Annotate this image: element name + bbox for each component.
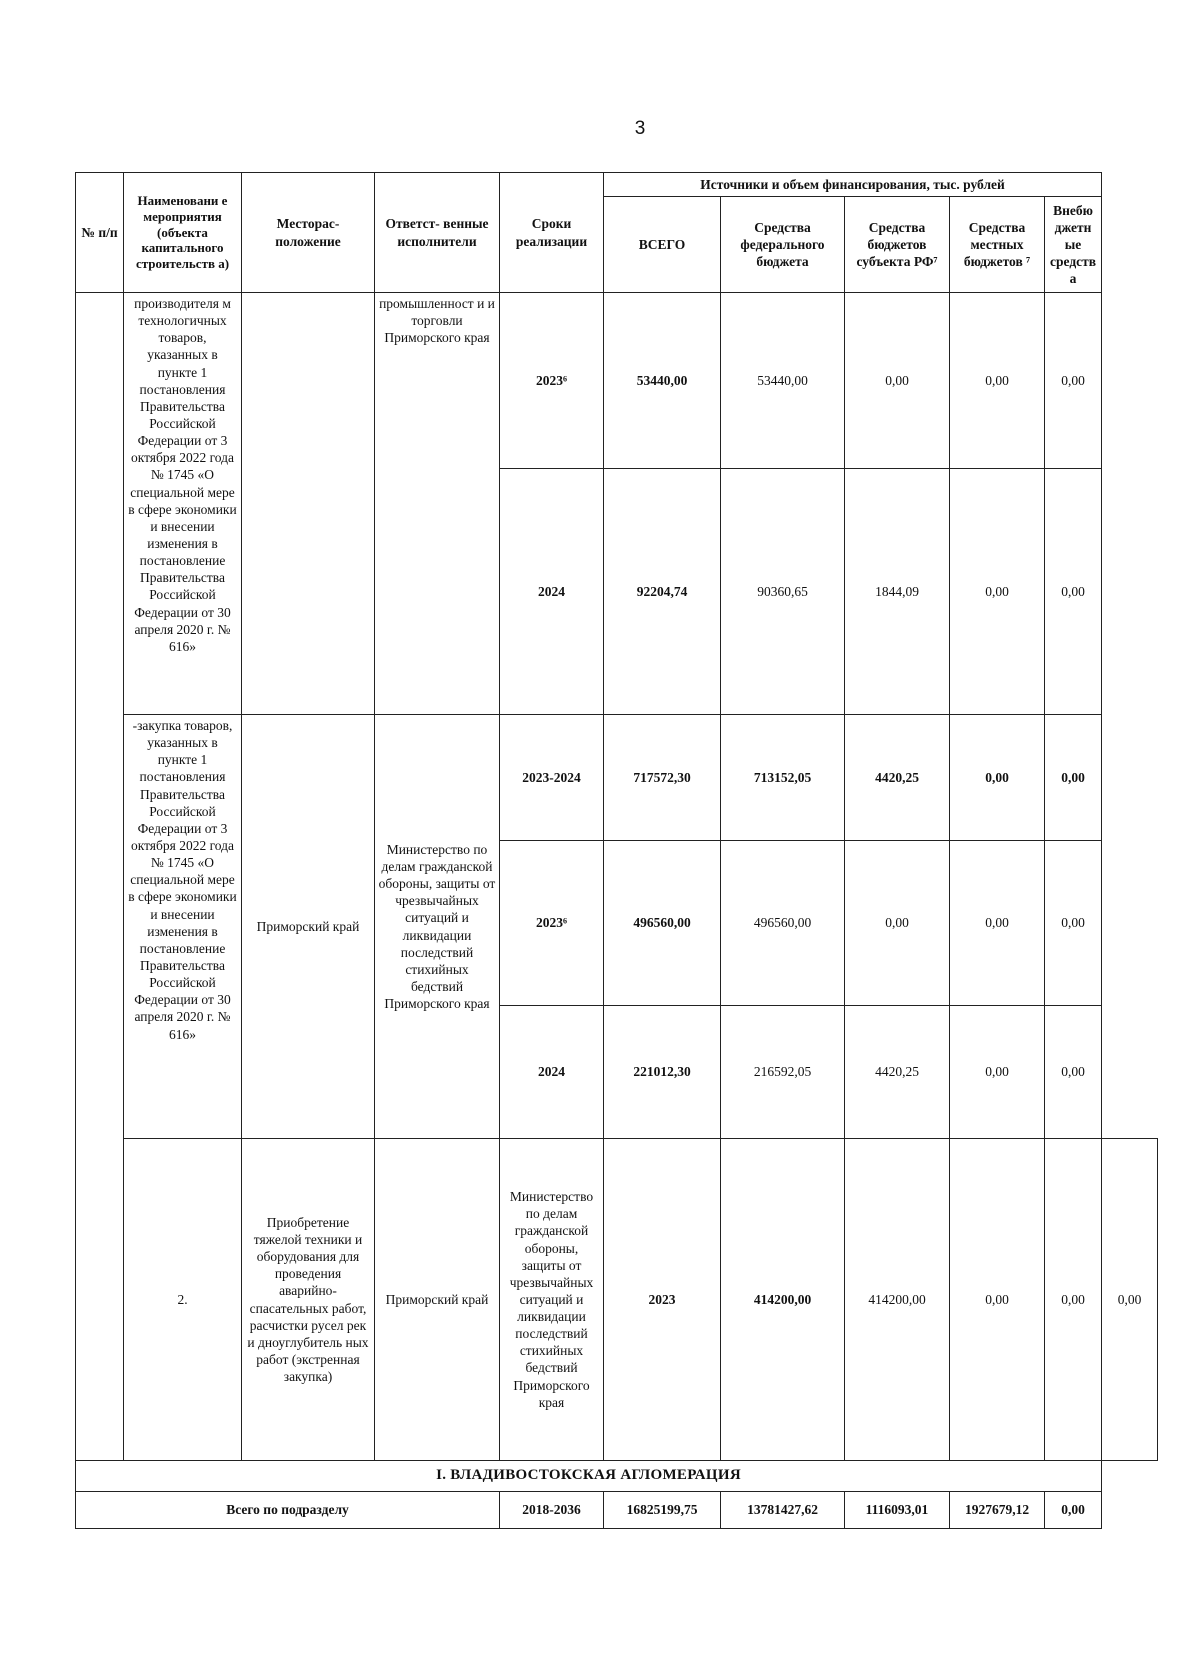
location-cell: Приморский край <box>375 1139 500 1461</box>
subject-cell: 0,00 <box>845 293 950 469</box>
header-responsible: Ответст- венные исполнители <box>375 173 500 293</box>
total-cell: 496560,00 <box>604 841 721 1006</box>
subtotal-row <box>76 1492 1158 1529</box>
total-cell: 414200,00 <box>721 1139 845 1461</box>
local-cell: 0,00 <box>950 469 1045 715</box>
federal-cell: 90360,65 <box>721 469 845 715</box>
subject-cell: 1844,09 <box>845 469 950 715</box>
local-cell: 0,00 <box>950 715 1045 841</box>
subtotal-total: 16825199,75 <box>604 1492 721 1529</box>
header-subject: Средства бюджетов субъекта РФ⁷ <box>845 197 950 293</box>
federal-cell: 414200,00 <box>845 1139 950 1461</box>
subject-cell: 0,00 <box>845 841 950 1006</box>
federal-cell: 496560,00 <box>721 841 845 1006</box>
header-num: № п/п <box>76 173 124 293</box>
page-number: 3 <box>634 118 646 139</box>
term-cell: 2023-2024 <box>500 715 604 841</box>
num-cell-empty <box>76 293 124 1461</box>
local-cell: 0,00 <box>950 1006 1045 1139</box>
subtotal-offbudget: 0,00 <box>1045 1492 1102 1529</box>
total-cell: 53440,00 <box>604 293 721 469</box>
table-row <box>76 715 1158 841</box>
responsible-cell: Министерство по делам гражданской обороны, защиты от чрезвычайных ситуаций и ликвидации последствий стихийных бедствий Приморского края <box>375 715 500 1139</box>
subtotal-federal: 13781427,62 <box>721 1492 845 1529</box>
subtotal-local: 1927679,12 <box>950 1492 1045 1529</box>
total-cell: 221012,30 <box>604 1006 721 1139</box>
header-sources-group: Источники и объем финансирования, тыс. рублей <box>604 173 1102 197</box>
offbudget-cell: 0,00 <box>1045 841 1102 1006</box>
offbudget-cell: 0,00 <box>1045 293 1102 469</box>
table-row <box>76 1139 1158 1461</box>
header-location: Месторас- положение <box>242 173 375 293</box>
subtotal-subject: 1116093,01 <box>845 1492 950 1529</box>
header-total: ВСЕГО <box>604 197 721 293</box>
offbudget-cell: 0,00 <box>1045 1006 1102 1139</box>
subject-cell: 4420,25 <box>845 715 950 841</box>
offbudget-cell: 0,00 <box>1102 1139 1158 1461</box>
total-cell: 717572,30 <box>604 715 721 841</box>
num-cell: 2. <box>124 1139 242 1461</box>
name-cell: -закупка товаров, указанных в пункте 1 постановления Правительства Российской Федерации от 3 октября 2022 года № 1745 «О специальной мере в сфере экономики и внесении изменения в постановление Правительства Российской Федерации от 30 апреля 2020 г. № 616» <box>124 715 242 1139</box>
subtotal-term: 2018-2036 <box>500 1492 604 1529</box>
header-row-top <box>76 173 1158 197</box>
term-cell: 2023 <box>604 1139 721 1461</box>
offbudget-cell: 0,00 <box>1045 469 1102 715</box>
local-cell: 0,00 <box>950 293 1045 469</box>
responsible-cell: промышленност и и торговли Приморского края <box>375 293 500 715</box>
header-federal: Средства федерального бюджета <box>721 197 845 293</box>
local-cell: 0,00 <box>1045 1139 1102 1461</box>
header-terms: Сроки реализации <box>500 173 604 293</box>
federal-cell: 216592,05 <box>721 1006 845 1139</box>
federal-cell: 713152,05 <box>721 715 845 841</box>
name-cell: производителя м технологичных товаров, указанных в пункте 1 постановления Правительства Российской Федерации от 3 октября 2022 года № 1745 «О специальной мере в сфере экономики и внесении изменения в постановление Правительства Российской Федерации от 30 апреля 2020 г. № 616» <box>124 293 242 715</box>
term-cell: 2023⁶ <box>500 841 604 1006</box>
header-local: Средства местных бюджетов ⁷ <box>950 197 1045 293</box>
header-name: Наименовани е мероприятия (объекта капитального строительств а) <box>124 173 242 293</box>
section-title: I. ВЛАДИВОСТОКСКАЯ АГЛОМЕРАЦИЯ <box>76 1461 1102 1492</box>
subject-cell: 0,00 <box>950 1139 1045 1461</box>
local-cell: 0,00 <box>950 841 1045 1006</box>
name-cell: Приобретение тяжелой техники и оборудования для проведения аварийно- спасательных работ, расчистки русел рек и дноуглубитель ных работ (экстренная закупка) <box>242 1139 375 1461</box>
term-cell: 2024 <box>500 469 604 715</box>
offbudget-cell: 0,00 <box>1045 715 1102 841</box>
subject-cell: 4420,25 <box>845 1006 950 1139</box>
table-row <box>76 293 1158 469</box>
financing-table <box>75 172 1158 1529</box>
federal-cell: 53440,00 <box>721 293 845 469</box>
term-cell: 2024 <box>500 1006 604 1139</box>
header-offbudget: Внебю джетн ые средств а <box>1045 197 1102 293</box>
location-cell: Приморский край <box>242 715 375 1139</box>
term-cell: 2023⁶ <box>500 293 604 469</box>
section-row <box>76 1461 1158 1492</box>
location-cell-empty <box>242 293 375 715</box>
subtotal-label: Всего по подразделу <box>76 1492 500 1529</box>
total-cell: 92204,74 <box>604 469 721 715</box>
responsible-cell: Министерство по делам гражданской обороны, защиты от чрезвычайных ситуаций и ликвидации последствий стихийных бедствий Приморского края <box>500 1139 604 1461</box>
